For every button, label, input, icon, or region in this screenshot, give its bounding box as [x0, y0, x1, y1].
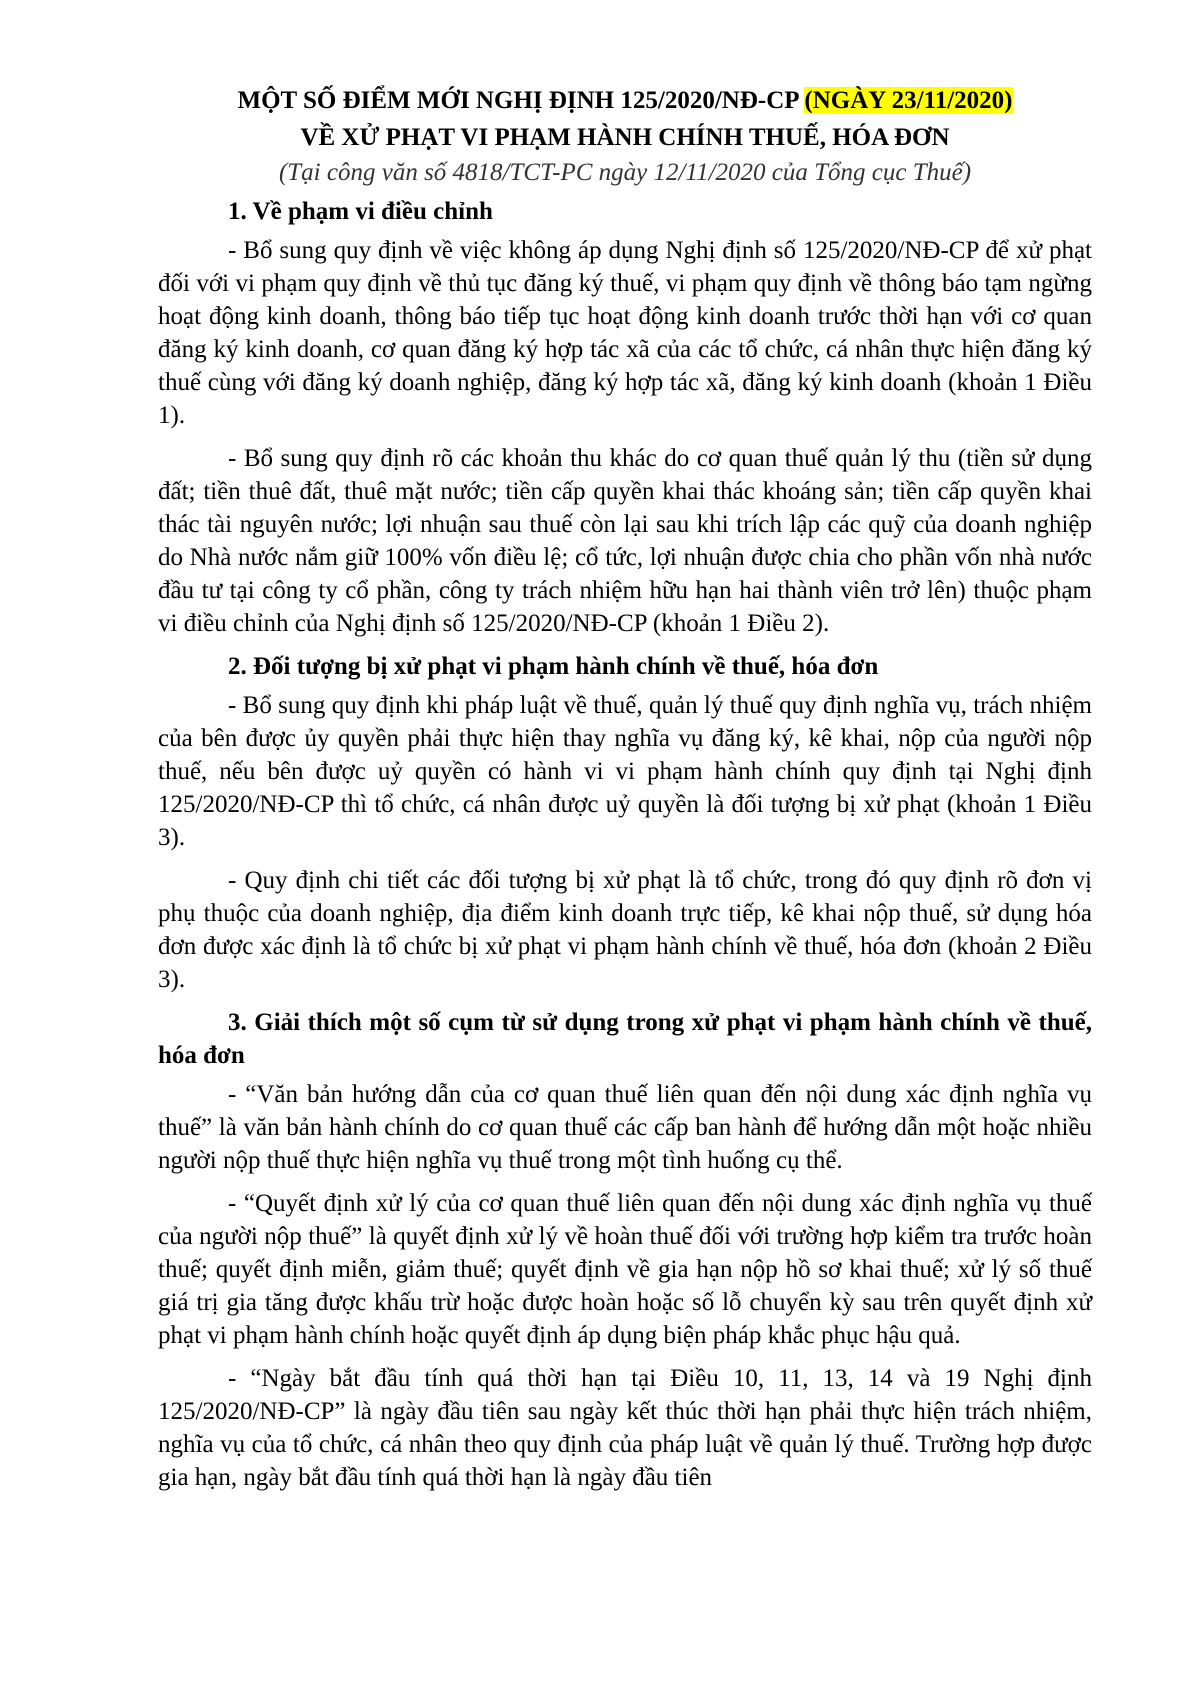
document-content	[158, 84, 1092, 1504]
section-3-paragraph-3: - “Ngày bắt đầu tính quá thời hạn tại Điều 10, 11, 13, 14 và 19 Nghị định 125/2020/NĐ-CP” là ngày đầu tiên sau ngày kết thúc thời hạn phải thực hiện trách nhiệm, nghĩa vụ của tổ chức, cá nhân theo quy định của pháp luật về quản lý thuế. Trường hợp được gia hạn, ngày bắt đầu tính quá thời hạn là ngày đầu tiên	[158, 1365, 1092, 1491]
section-3-paragraph-1: - “Văn bản hướng dẫn của cơ quan thuế liên quan đến nội dung xác định nghĩa vụ thuế” là văn bản hành chính do cơ quan thuế các cấp ban hành để hướng dẫn một hoặc nhiều người nộp thuế thực hiện nghĩa vụ thuế trong một tình huống cụ thể.	[158, 1081, 1092, 1174]
section-heading-1: 1. Về phạm vi điều chỉnh	[228, 198, 493, 225]
section-heading-2: 2. Đối tượng bị xử phạt vi phạm hành chính về thuế, hóa đơn	[228, 653, 879, 680]
section-1-paragraph-2: - Bổ sung quy định rõ các khoản thu khác do cơ quan thuế quản lý thu (tiền sử dụng đất; tiền thuê đất, thuê mặt nước; tiền cấp quyền khai thác khoáng sản; tiền cấp quyền khai thác tài nguyên nước; lợi nhuận sau thuế còn lại sau khi trích lập các quỹ của doanh nghiệp do Nhà nước nắm giữ 100% vốn điều lệ; cổ tức, lợi nhuận được chia cho phần vốn nhà nước đầu tư tại công ty cổ phần, công ty trách nhiệm hữu hạn hai thành viên trở lên) thuộc phạm vi điều chỉnh của Nghị định số 125/2020/NĐ-CP (khoản 1 Điều 2).	[158, 445, 1092, 637]
document-subtitle: (Tại công văn số 4818/TCT-PC ngày 12/11/2020 của Tổng cục Thuế)	[278, 159, 972, 186]
section-1-paragraph-1: - Bổ sung quy định về việc không áp dụng Nghị định số 125/2020/NĐ-CP để xử phạt đối với vi phạm quy định về thủ tục đăng ký thuế, vi phạm quy định về thông báo tạm ngừng hoạt động kinh doanh, thông báo tiếp tục hoạt động kinh doanh trước thời hạn với cơ quan đăng ký kinh doanh, cơ quan đăng ký hợp tác xã của các tổ chức, cá nhân thực hiện đăng ký thuế cùng với đăng ký doanh nghiệp, đăng ký hợp tác xã, đăng ký kinh doanh (khoản 1 Điều 1).	[158, 237, 1092, 429]
title-date-highlight: (NGÀY 23/11/2020)	[804, 87, 1013, 114]
document-title-line-2: VỀ XỬ PHẠT VI PHẠM HÀNH CHÍNH THUẾ, HÓA ĐƠN	[300, 124, 950, 151]
title-main-text: MỘT SỐ ĐIỂM MỚI NGHỊ ĐỊNH 125/2020/NĐ-CP	[237, 87, 805, 114]
section-2-paragraph-1: - Bổ sung quy định khi pháp luật về thuế, quản lý thuế quy định nghĩa vụ, trách nhiệm của bên được ủy quyền phải thực hiện thay nghĩa vụ đăng ký, kê khai, nộp của người nộp thuế, nếu bên được uỷ quyền có hành vi vi phạm hành chính quy định tại Nghị định 125/2020/NĐ-CP thì tổ chức, cá nhân được uỷ quyền là đối tượng bị xử phạt (khoản 1 Điều 3).	[158, 692, 1092, 851]
section-3-paragraph-2: - “Quyết định xử lý của cơ quan thuế liên quan đến nội dung xác định nghĩa vụ thuế của người nộp thuế” là quyết định xử lý về hoàn thuế đối với trường hợp kiểm tra trước hoàn thuế; quyết định miễn, giảm thuế; quyết định về gia hạn nộp hồ sơ khai thuế; xử lý số thuế giá trị gia tăng được khấu trừ hoặc được hoàn hoặc số lỗ chuyển kỳ sau trên quyết định xử phạt vi phạm hành chính hoặc quyết định áp dụng biện pháp khắc phục hậu quả.	[158, 1190, 1092, 1349]
section-2-paragraph-2: - Quy định chi tiết các đối tượng bị xử phạt là tổ chức, trong đó quy định rõ đơn vị phụ thuộc của doanh nghiệp, địa điểm kinh doanh trực tiếp, kê khai nộp thuế, sử dụng hóa đơn được xác định là tổ chức bị xử phạt vi phạm hành chính về thuế, hóa đơn (khoản 2 Điều 3).	[158, 867, 1092, 993]
section-heading-3: 3. Giải thích một số cụm từ sử dụng trong xử phạt vi phạm hành chính về thuế, hóa đơn	[158, 1009, 1092, 1069]
document-title-line-1	[158, 84, 1092, 117]
